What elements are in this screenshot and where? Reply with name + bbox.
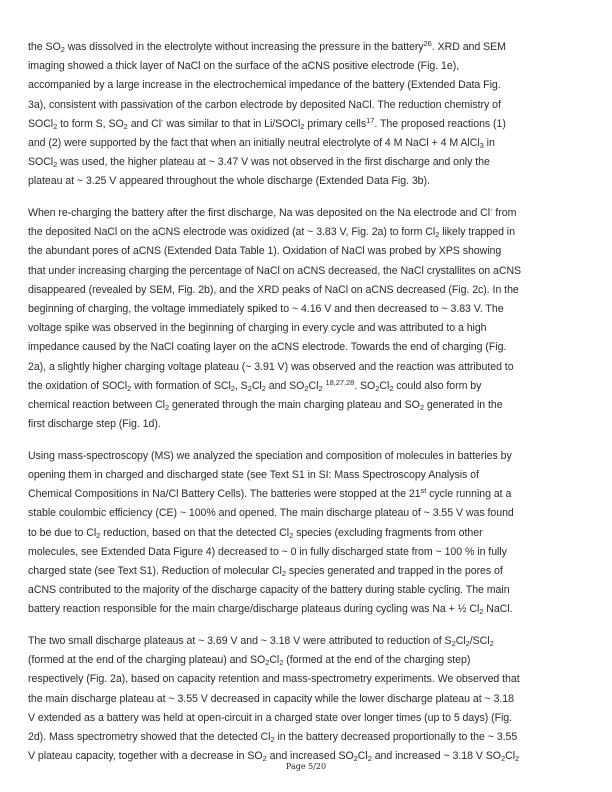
subscript: 2 bbox=[375, 383, 380, 393]
text-segment: was used, the higher plateau at ~ 3.47 V was not observed in the first discharge and only the bbox=[57, 156, 490, 169]
text-segment: the oxidation of SOCl bbox=[28, 379, 128, 392]
subscript: 2 bbox=[123, 121, 128, 131]
subscript: 2 bbox=[127, 383, 132, 393]
subscript: 2 bbox=[60, 45, 65, 54]
subscript: 3 bbox=[479, 140, 484, 150]
subscript: 2 bbox=[53, 160, 58, 170]
text-line bbox=[28, 153, 588, 172]
subscript: 2 bbox=[262, 754, 267, 764]
text-segment: Chemical Compositions in Na/Cl Battery Cells). The batteries were stopped at the 21 bbox=[28, 488, 421, 501]
text-line bbox=[28, 338, 588, 357]
subscript: 2 bbox=[300, 121, 305, 131]
subscript: 2 bbox=[515, 754, 520, 764]
text-segment: generated through the main charging plateau and SO bbox=[169, 398, 420, 411]
text-segment: The two small discharge plateaus at ~ 3.69 V and ~ 3.18 V were attributed to reduction of S bbox=[28, 634, 452, 647]
text-line bbox=[28, 632, 588, 651]
subscript: 2 bbox=[367, 754, 372, 764]
text-segment: impedance caused by the NaCl coating layer on the aCNS electrode. Towards the end of charging (Fig. bbox=[28, 341, 507, 354]
subscript: 2 bbox=[500, 754, 506, 764]
text-line bbox=[28, 415, 588, 434]
text-line bbox=[28, 651, 588, 670]
text-segment: beginning of charging, the voltage immediately spiked to ~ 4.16 V and then decreased to ~ 3.83 V. The bbox=[28, 302, 504, 315]
text-segment: SOCl bbox=[28, 117, 54, 130]
text-segment: When re-charging the battery after the first discharge, Na was deposited on the Na electrode and Cl bbox=[28, 207, 491, 219]
text-segment: generated in the bbox=[423, 398, 503, 411]
text-segment: (formed at the end of the charging plateau) and SO bbox=[28, 654, 266, 667]
subscript: 2 bbox=[279, 658, 284, 668]
text-segment: NaCl. bbox=[483, 603, 513, 616]
text-line bbox=[28, 57, 588, 76]
text-segment: in bbox=[483, 136, 495, 149]
text-line bbox=[28, 242, 588, 261]
text-line bbox=[28, 319, 588, 338]
text-segment: reduction, based on that the detected Cl bbox=[100, 526, 290, 539]
subscript: 2 bbox=[53, 121, 58, 131]
subscript: 2 bbox=[479, 607, 484, 617]
paragraph bbox=[28, 447, 588, 620]
text-line bbox=[28, 466, 588, 485]
subscript: 2 bbox=[164, 402, 170, 412]
text-segment: the SO bbox=[28, 41, 61, 53]
text-line bbox=[28, 281, 588, 300]
text-segment: V extended as a battery was held at open-circuit in a charged state over longer times (up to 5 days) (Fig. bbox=[28, 711, 513, 724]
text-segment: with formation of SCl bbox=[131, 379, 231, 392]
text-segment: , S bbox=[234, 379, 248, 392]
paragraph bbox=[28, 204, 588, 434]
subscript: 2 bbox=[265, 658, 270, 668]
text-line bbox=[28, 485, 588, 504]
text-line bbox=[28, 134, 588, 153]
text-line bbox=[28, 600, 588, 619]
text-segment: SOCl bbox=[28, 156, 54, 169]
text-line bbox=[28, 581, 588, 600]
text-line bbox=[28, 543, 588, 562]
text-line bbox=[28, 76, 588, 95]
text-line bbox=[28, 504, 588, 523]
text-line bbox=[28, 562, 588, 581]
subscript: 2 bbox=[435, 230, 440, 240]
text-segment: 3a), consistent with passivation of the carbon electrode by deposited NaCl. The reduction chemistry of bbox=[28, 98, 501, 111]
text-line bbox=[28, 38, 588, 57]
subscript: 2 bbox=[247, 383, 252, 393]
paragraph bbox=[28, 38, 588, 192]
text-segment: . XRD and SEM bbox=[431, 41, 506, 53]
text-segment: chemical reaction between Cl bbox=[28, 398, 165, 411]
text-segment: species (excluding fragments from other bbox=[293, 526, 483, 539]
superscript: st bbox=[420, 486, 427, 496]
text-segment: to be due to Cl bbox=[28, 526, 97, 539]
superscript: - bbox=[490, 205, 493, 214]
subscript: 2 bbox=[451, 638, 456, 648]
text-segment: likely trapped in bbox=[439, 226, 515, 239]
subscript: 2 bbox=[261, 383, 266, 393]
text-segment: imaging showed a thick layer of NaCl on the surface of the aCNS positive electrode (Fig. 1e), bbox=[28, 60, 460, 73]
text-segment: voltage spike was observed in the beginning of charging in every cycle and was attributed to a high bbox=[28, 322, 487, 335]
subscript: 2 bbox=[270, 734, 275, 744]
text-segment: respectively (Fig. 2a), based on capacity retention and mass-spectrometry experiments. We observed that bbox=[28, 673, 520, 686]
text-line bbox=[28, 223, 588, 242]
text-line bbox=[28, 300, 588, 319]
subscript: 2 bbox=[289, 530, 294, 540]
page-number: Page 5/20 bbox=[285, 762, 327, 771]
text-segment: the abundant pores of aCNS (Extended Data Table 1). Oxidation of NaCl was probed by XPS showing bbox=[28, 245, 502, 258]
subscript: 2 bbox=[353, 754, 358, 764]
text-segment: Cl bbox=[505, 750, 515, 763]
text-segment: stable coulombic efficiency (CE) ~ 100% and opened. The main discharge plateau of ~ 3.55 V was found bbox=[28, 507, 514, 520]
text-segment: disappeared (revealed by SEM, Fig. 2b), and the XRD peaks of NaCl on aCNS decreased (Fig. 2c). In the bbox=[28, 283, 519, 296]
text-segment: the deposited NaCl on the aCNS electrode was oxidized (at ~ 3.83 V, Fig. 2a) to form Cl bbox=[28, 226, 436, 239]
subscript: 2 bbox=[389, 383, 394, 393]
text-line bbox=[28, 709, 588, 728]
text-segment: Cl bbox=[455, 634, 466, 647]
text-segment: 2d). Mass spectrometry showed that the detected Cl bbox=[28, 730, 271, 743]
text-segment: and increased ~ 3.18 V SO bbox=[371, 750, 501, 763]
subscript: 2 bbox=[281, 568, 286, 578]
text-segment: the main discharge plateau at ~ 3.55 V decreased in capacity while the lower discharge plateau at ~ 3.18 bbox=[28, 692, 514, 705]
paragraph bbox=[28, 632, 588, 766]
text-segment: opening them in charged and discharged state (see Text S1 in SI: Mass Spectroscopy Analysis of bbox=[28, 468, 479, 481]
superscript: 26 bbox=[423, 39, 432, 48]
text-segment: battery reaction responsible for the main charge/discharge plateaus during cycling was Na + ½ Cl bbox=[28, 603, 480, 616]
text-line bbox=[28, 172, 588, 191]
text-segment: could also form by bbox=[393, 379, 482, 392]
text-line bbox=[28, 447, 588, 466]
text-segment: in the battery decreased proportionally to the ~ 3.55 bbox=[274, 730, 518, 743]
text-segment: cycle running at a bbox=[426, 488, 512, 501]
text-segment: 2a), a slightly higher charging voltage plateau (~ 3.91 V) was observed and the reaction was attributed to bbox=[28, 360, 514, 373]
subscript: 2 bbox=[419, 402, 424, 412]
text-segment: Using mass-spectroscopy (MS) we analyzed the speciation and composition of molecules in batteries by bbox=[28, 449, 512, 462]
subscript: 2 bbox=[96, 530, 101, 540]
text-segment: and Cl bbox=[127, 117, 162, 130]
text-line bbox=[28, 524, 588, 543]
text-segment: first discharge step (Fig. 1d). bbox=[28, 418, 161, 431]
text-segment: species generated and trapped in the pores of bbox=[285, 564, 503, 577]
text-segment: Cl bbox=[251, 379, 262, 392]
text-line bbox=[28, 728, 588, 747]
text-segment: . The proposed reactions (1) bbox=[374, 117, 506, 130]
text-segment: accompanied by a large increase in the electrochemical impedance of the battery (Extended Data Fig. bbox=[28, 79, 501, 92]
text-line bbox=[28, 358, 588, 377]
text-segment: Cl bbox=[357, 750, 368, 763]
text-line bbox=[28, 262, 588, 281]
text-line bbox=[28, 377, 588, 396]
text-segment: and SO bbox=[265, 379, 305, 392]
text-segment: (formed at the end of the charging step) bbox=[283, 654, 471, 667]
superscript: 17 bbox=[366, 115, 375, 125]
subscript: 2 bbox=[318, 383, 323, 393]
text-segment: from bbox=[492, 207, 517, 219]
text-segment: V plateau capacity, together with a decrease in SO bbox=[28, 750, 263, 763]
text-segment: that under increasing charging the percentage of NaCl on aCNS decreased, the NaCl crystallites on aCNS bbox=[28, 264, 522, 277]
text-line bbox=[28, 96, 588, 115]
text-segment: was dissolved in the electrolyte without increasing the pressure in the battery bbox=[64, 41, 424, 53]
text-segment: primary cells bbox=[304, 117, 367, 130]
text-segment: Cl bbox=[269, 654, 280, 667]
text-segment: and (2) were supported by the fact that when an initially neutral electrolyte of 4 M NaCl + 4 M AlCl bbox=[28, 136, 480, 149]
text-segment: was similar to that in Li/SOCl bbox=[163, 117, 301, 130]
text-segment: plateau at ~ 3.25 V appeared throughout the whole discharge (Extended Data Fig. 3b). bbox=[28, 175, 430, 188]
text-segment: charged state (see Text S1). Reduction of molecular Cl bbox=[28, 564, 282, 577]
text-segment: /SCl bbox=[469, 634, 490, 647]
superscript: 18,27,28 bbox=[325, 377, 355, 387]
subscript: 2 bbox=[304, 383, 309, 393]
subscript: 2 bbox=[230, 383, 235, 393]
text-line bbox=[28, 204, 588, 223]
text-segment: to form S, SO bbox=[57, 117, 124, 130]
text-line bbox=[28, 690, 588, 709]
superscript: - bbox=[161, 115, 164, 125]
body-text bbox=[28, 38, 588, 779]
text-segment: molecules, see Extended Data Figure 4) decreased to ~ 0 in fully discharged state from ~ 100 % in fully bbox=[28, 545, 507, 558]
text-segment: . SO bbox=[354, 379, 376, 392]
text-line bbox=[28, 115, 588, 134]
text-segment: Cl bbox=[379, 379, 390, 392]
text-segment: aCNS contributed to the majority of the discharge capacity of the battery during stable cycling. The main bbox=[28, 584, 510, 597]
text-segment: and increased SO bbox=[266, 750, 354, 763]
subscript: 2 bbox=[489, 638, 494, 648]
text-line bbox=[28, 670, 588, 689]
text-segment: Cl bbox=[308, 379, 319, 392]
text-line bbox=[28, 396, 588, 415]
subscript: 2 bbox=[465, 638, 470, 648]
